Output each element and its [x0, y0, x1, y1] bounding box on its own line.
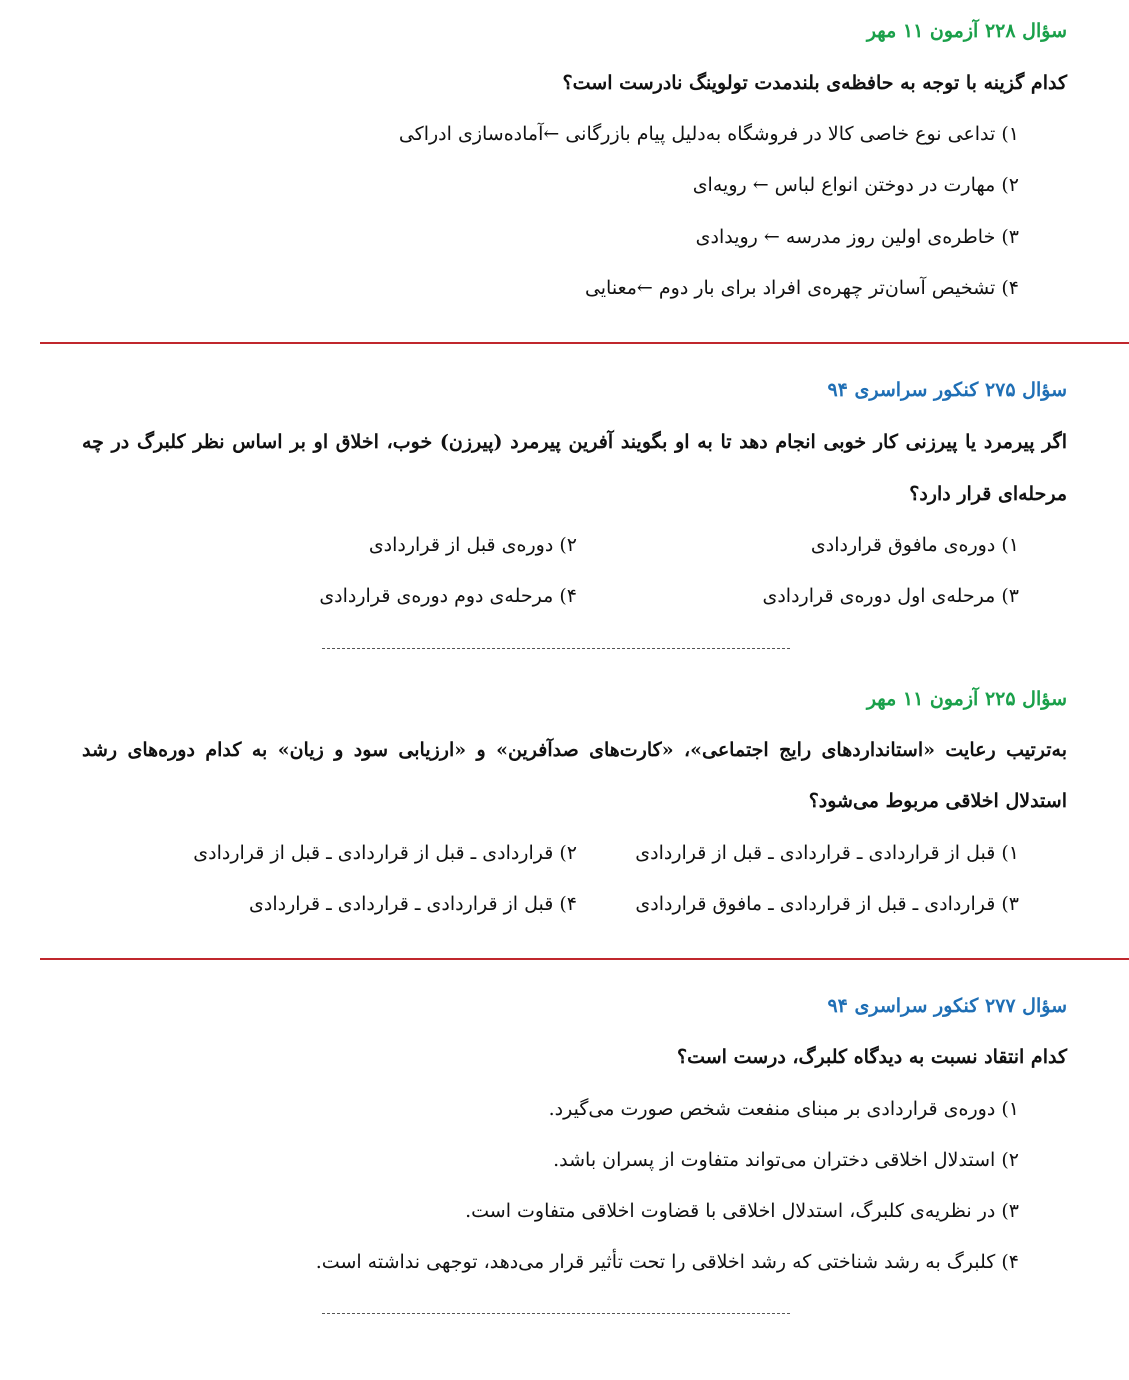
option-4: ۴) کلبرگ به رشد شناختی که رشد اخلاقی را تحت تأثیر قرار می‌دهد، توجهی نداشته است. — [315, 1251, 1019, 1273]
question-stem-line-1: به‌ترتیب رعایت «استانداردهای رایج اجتماعی»، «کارت‌های صدآفرین» و «ارزیابی سود و زیان» به کدام دوره‌های رشد — [82, 739, 1067, 761]
question-title: سؤال ۲۷۷ کنکور سراسری ۹۴ — [827, 995, 1067, 1017]
option-2: ۲) مهارت در دوختن انواع لباس ← رویه‌ای — [692, 174, 1019, 196]
question-stem: کدام گزینه با توجه به حافظه‌ی بلندمدت تولوینگ نادرست است؟ — [562, 72, 1067, 94]
dashed-separator — [322, 648, 790, 649]
question-stem-line-1: اگر پیرمرد یا پیرزنی کار خوبی انجام دهد تا به او بگویند آفرین پیرمرد (پیرزن) خوب، اخلاق او بر اساس نظر کلبرگ در چه — [82, 431, 1067, 453]
question-title: سؤال ۲۲۸ آزمون ۱۱ مهر — [866, 20, 1067, 42]
option-1: ۱) تداعی نوع خاصی کالا در فروشگاه به‌دلیل پیام بازرگانی ←آماده‌سازی ادراکی — [398, 123, 1019, 145]
option-3: ۳) در نظریه‌ی کلبرگ، استدلال اخلاقی با قضاوت اخلاقی متفاوت است. — [465, 1200, 1019, 1222]
section-divider — [40, 958, 1129, 960]
question-stem-line-2: استدلال اخلاقی مربوط می‌شود؟ — [808, 790, 1067, 812]
option-3: ۳) قراردادی ـ قبل از قراردادی ـ مافوق قراردادی — [635, 893, 1019, 915]
option-4: ۴) تشخیص آسان‌تر چهره‌ی افراد برای بار دوم ←معنایی — [584, 277, 1019, 299]
option-1: ۱) قبل از قراردادی ـ قراردادی ـ قبل از قراردادی — [635, 842, 1019, 864]
option-2: ۲) قراردادی ـ قبل از قراردادی ـ قبل از قراردادی — [193, 842, 577, 864]
section-divider — [40, 342, 1129, 344]
option-2: ۲) دوره‌ی قبل از قراردادی — [368, 534, 577, 556]
option-4: ۴) مرحله‌ی دوم دوره‌ی قراردادی — [319, 585, 577, 607]
question-stem: کدام انتقاد نسبت به دیدگاه کلبرگ، درست است؟ — [677, 1046, 1067, 1068]
option-1: ۱) دوره‌ی قراردادی بر مبنای منفعت شخص صورت می‌گیرد. — [548, 1098, 1019, 1120]
question-title: سؤال ۲۲۵ آزمون ۱۱ مهر — [866, 688, 1067, 710]
question-stem-line-2: مرحله‌ای قرار دارد؟ — [909, 483, 1067, 505]
dashed-separator — [322, 1313, 790, 1314]
option-1: ۱) دوره‌ی مافوق قراردادی — [810, 534, 1019, 556]
question-title: سؤال ۲۷۵ کنکور سراسری ۹۴ — [827, 379, 1067, 401]
option-2: ۲) استدلال اخلاقی دختران می‌تواند متفاوت از پسران باشد. — [553, 1149, 1019, 1171]
option-4: ۴) قبل از قراردادی ـ قراردادی ـ قراردادی — [249, 893, 577, 915]
option-3: ۳) خاطره‌ی اولین روز مدرسه ← رویدادی — [695, 226, 1019, 248]
option-3: ۳) مرحله‌ی اول دوره‌ی قراردادی — [762, 585, 1019, 607]
